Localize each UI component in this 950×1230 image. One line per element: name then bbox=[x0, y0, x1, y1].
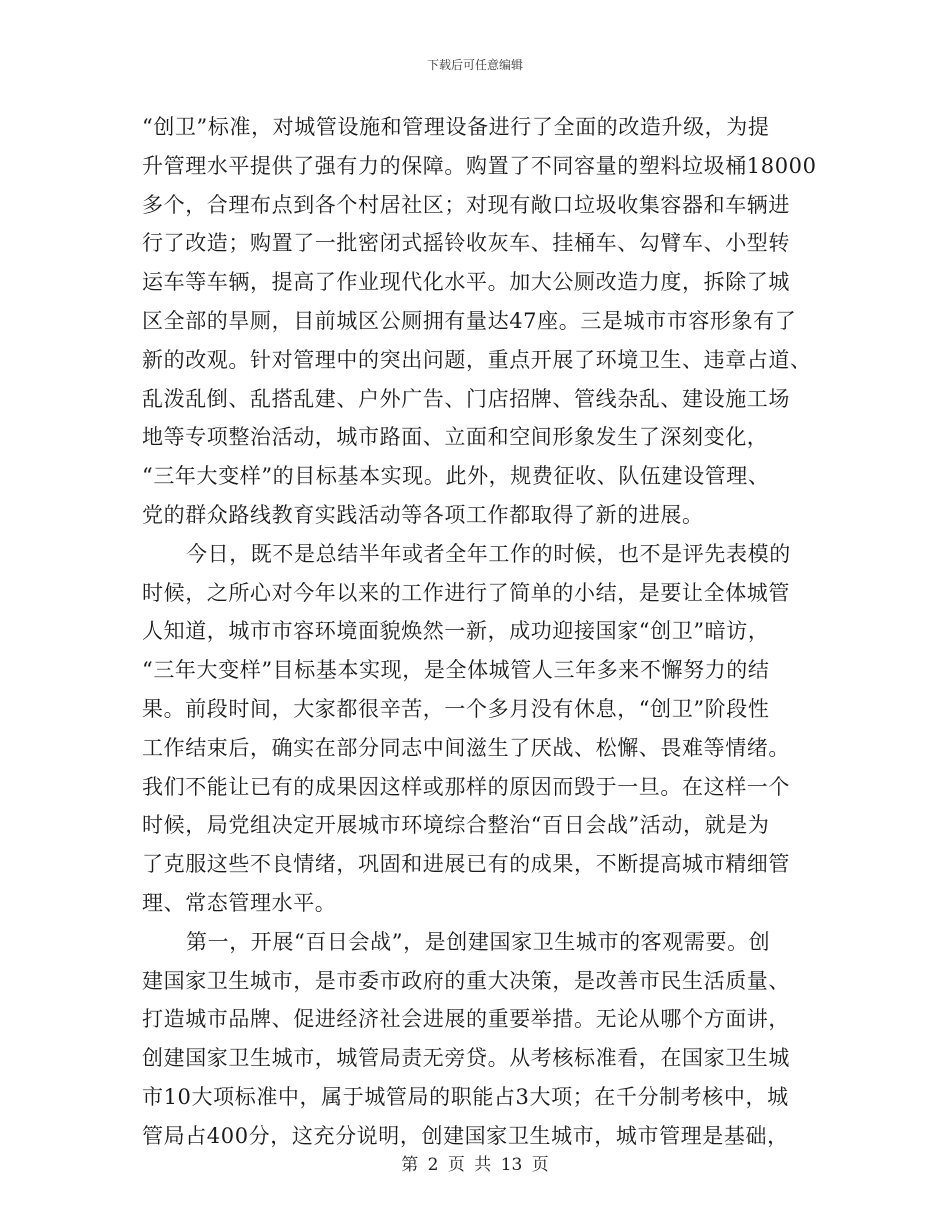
text-line: 时候，局党组决定开展城市环境综合整治“百日会战”活动，就是为 bbox=[142, 813, 770, 838]
text-line: 新的改观。针对管理中的突出问题，重点开展了环境卫生、违章占道、 bbox=[142, 347, 812, 372]
text-line: 今日，既不是总结半年或者全年工作的时候，也不是评先表模的 bbox=[186, 541, 791, 566]
text-line: 升管理水平提供了强有力的保障。购置了不同容量的塑料垃圾桶18000 bbox=[142, 153, 817, 178]
page-header-note: 下载后可任意编辑 bbox=[426, 58, 523, 72]
text-line: 第一，开展“百日会战”，是创建国家卫生城市的客观需要。创 bbox=[186, 929, 771, 954]
text-line: 地等专项整治活动，城市路面、立面和空间形象发生了深刻变化， bbox=[142, 425, 769, 450]
text-line: 人知道，城市市容环境面貌焕然一新，成功迎接国家“创卫”暗访， bbox=[142, 619, 770, 644]
text-line: 行了改造；购置了一批密闭式摇铃收灰车、挂桶车、勾臂车、小型转 bbox=[142, 231, 790, 256]
text-line: 区全部的旱厕，目前城区公厕拥有量达47座。三是城市市容形象有了 bbox=[142, 308, 797, 333]
text-line: “创卫”标准，对城管设施和管理设备进行了全面的改造升级，为提 bbox=[142, 115, 770, 139]
paragraph bbox=[142, 535, 812, 923]
text-line: 市10大项标准中，属于城管局的职能占3大项；在千分制考核中，城 bbox=[142, 1084, 789, 1109]
paragraph bbox=[142, 108, 817, 535]
text-line: 党的群众路线教育实践活动等各项工作都取得了新的进展。 bbox=[142, 502, 704, 527]
text-line: 工作结束后，确实在部分同志中间滋生了厌战、松懈、畏难等情绪。 bbox=[142, 735, 790, 760]
text-line: 果。前段时间，大家都很辛苦，一个多月没有休息，“创卫”阶段性 bbox=[142, 696, 770, 721]
text-line: 运车等车辆，提高了作业现代化水平。加大公厕改造力度，拆除了城 bbox=[142, 270, 790, 295]
text-line: “三年大变样”目标基本实现，是全体城管人三年多来不懈努力的结 bbox=[142, 658, 770, 683]
text-line: 管局占400分，这充分说明，创建国家卫生城市，城市管理是基础， bbox=[142, 1123, 789, 1148]
text-line: 我们不能让已有的成果因这样或那样的原因而毁于一旦。在这样一个 bbox=[142, 774, 790, 799]
text-line: 时候，之所心对今年以来的工作进行了简单的小结，是要让全体城管 bbox=[142, 580, 790, 605]
text-line: 了克服这些不良情绪，巩固和进展已有的成果，不断提高城市精细管 bbox=[142, 852, 790, 877]
text-line: 乱泼乱倒、乱搭乱建、户外广告、门店招牌、管线杂乱、建设施工场 bbox=[142, 386, 790, 411]
document-body bbox=[142, 108, 817, 1156]
paragraph bbox=[142, 923, 812, 1156]
text-line: 打造城市品牌、促进经济社会进展的重要举措。无论从哪个方面讲， bbox=[142, 1007, 790, 1032]
text-line: “三年大变样”的目标基本实现。此外，规费征收、队伍建设管理、 bbox=[142, 464, 770, 489]
page-number-footer: 第 2 页 共 13 页 bbox=[401, 1155, 549, 1175]
text-line: 多个，合理布点到各个村居社区；对现有敞口垃圾收集容器和车辆进 bbox=[142, 192, 790, 217]
text-line: 建国家卫生城市，是市委市政府的重大决策，是改善市民生活质量、 bbox=[142, 968, 790, 993]
text-line: 创建国家卫生城市，城管局责无旁贷。从考核标准看，在国家卫生城 bbox=[142, 1046, 790, 1071]
text-line: 理、常态管理水平。 bbox=[142, 890, 337, 915]
